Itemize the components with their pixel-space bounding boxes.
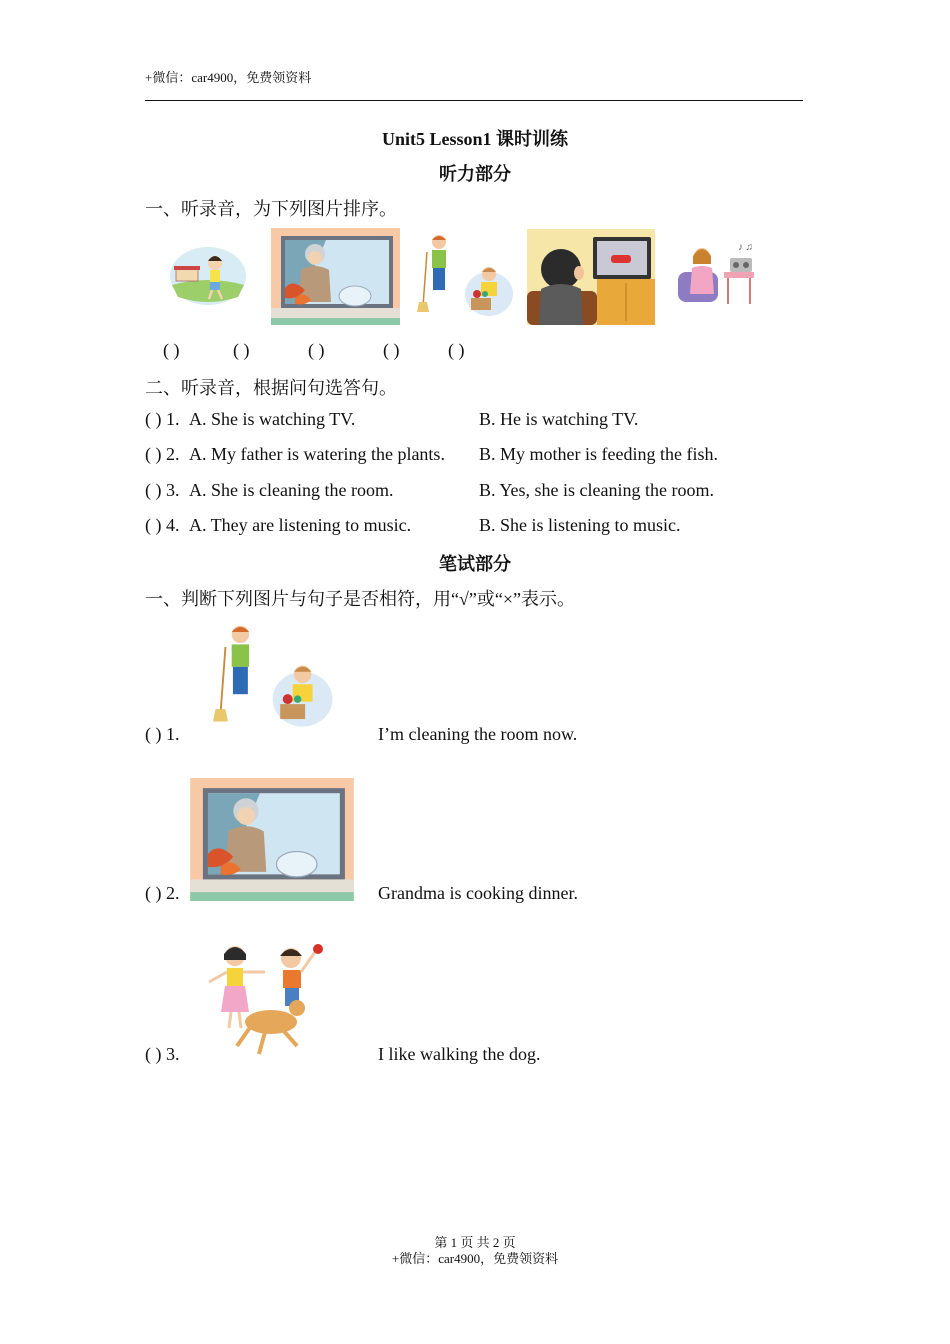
- judge-1-sentence: I’m cleaning the room now.: [378, 724, 578, 744]
- picture-boy-watching-tv: [527, 229, 655, 325]
- listening-heading: 听力部分: [439, 164, 511, 184]
- question-4-prefix[interactable]: ( ) 4.: [145, 515, 180, 535]
- picture-girl-walking: [168, 245, 248, 307]
- question-1-option-b: B. He is watching TV.: [479, 409, 639, 429]
- question-3-option-b: B. Yes, she is cleaning the room.: [479, 480, 714, 500]
- writing-part1-instruction: 一、判断下列图片与句子是否相符，用“√”或“×”表示。: [145, 589, 575, 609]
- picture-kids-with-dog: [205, 942, 329, 1058]
- question-3-option-a: A. She is cleaning the room.: [189, 480, 394, 500]
- picture-grandma-feeding-fish: [271, 228, 400, 325]
- footer-page-number: 第 1 页 共 2 页: [434, 1235, 516, 1250]
- picture-kids-cleaning-room: [211, 622, 337, 734]
- question-1-option-a: A. She is watching TV.: [189, 409, 356, 429]
- listening-part2-instruction: 二、听录音，根据问句选答句。: [145, 378, 397, 398]
- judge-3-prefix[interactable]: ( ) 3.: [145, 1044, 180, 1064]
- question-2-option-a: A. My father is watering the plants.: [189, 444, 445, 464]
- footer-watermark: +微信：car4900，免费领资料: [391, 1251, 559, 1266]
- blank-3[interactable]: ( ): [308, 340, 325, 360]
- header-rule: [145, 100, 803, 101]
- picture-woman-listening-music: [676, 238, 762, 310]
- question-2-option-b: B. My mother is feeding the fish.: [479, 444, 718, 464]
- question-1-prefix[interactable]: ( ) 1.: [145, 409, 180, 429]
- picture-grandma-feeding-fish: [190, 778, 354, 901]
- writing-heading: 笔试部分: [439, 554, 511, 574]
- judge-3-sentence: I like walking the dog.: [378, 1044, 541, 1064]
- header-watermark: +微信：car4900，免费领资料: [145, 70, 312, 85]
- blank-5[interactable]: ( ): [448, 340, 465, 360]
- question-3-prefix[interactable]: ( ) 3.: [145, 480, 180, 500]
- page-title: Unit5 Lesson1 课时训练: [381, 129, 569, 149]
- judge-1-prefix[interactable]: ( ) 1.: [145, 724, 180, 744]
- picture-kids-cleaning-room: [417, 232, 515, 322]
- blank-2[interactable]: ( ): [233, 340, 250, 360]
- question-2-prefix[interactable]: ( ) 2.: [145, 444, 180, 464]
- question-4-option-b: B. She is listening to music.: [479, 515, 681, 535]
- svg-text:♪ ♫: ♪ ♫: [738, 242, 753, 253]
- listening-part1-instruction: 一、听录音，为下列图片排序。: [145, 199, 397, 219]
- judge-2-sentence: Grandma is cooking dinner.: [378, 883, 578, 903]
- judge-2-prefix[interactable]: ( ) 2.: [145, 883, 180, 903]
- blank-1[interactable]: ( ): [163, 340, 180, 360]
- blank-4[interactable]: ( ): [383, 340, 400, 360]
- question-4-option-a: A. They are listening to music.: [189, 515, 412, 535]
